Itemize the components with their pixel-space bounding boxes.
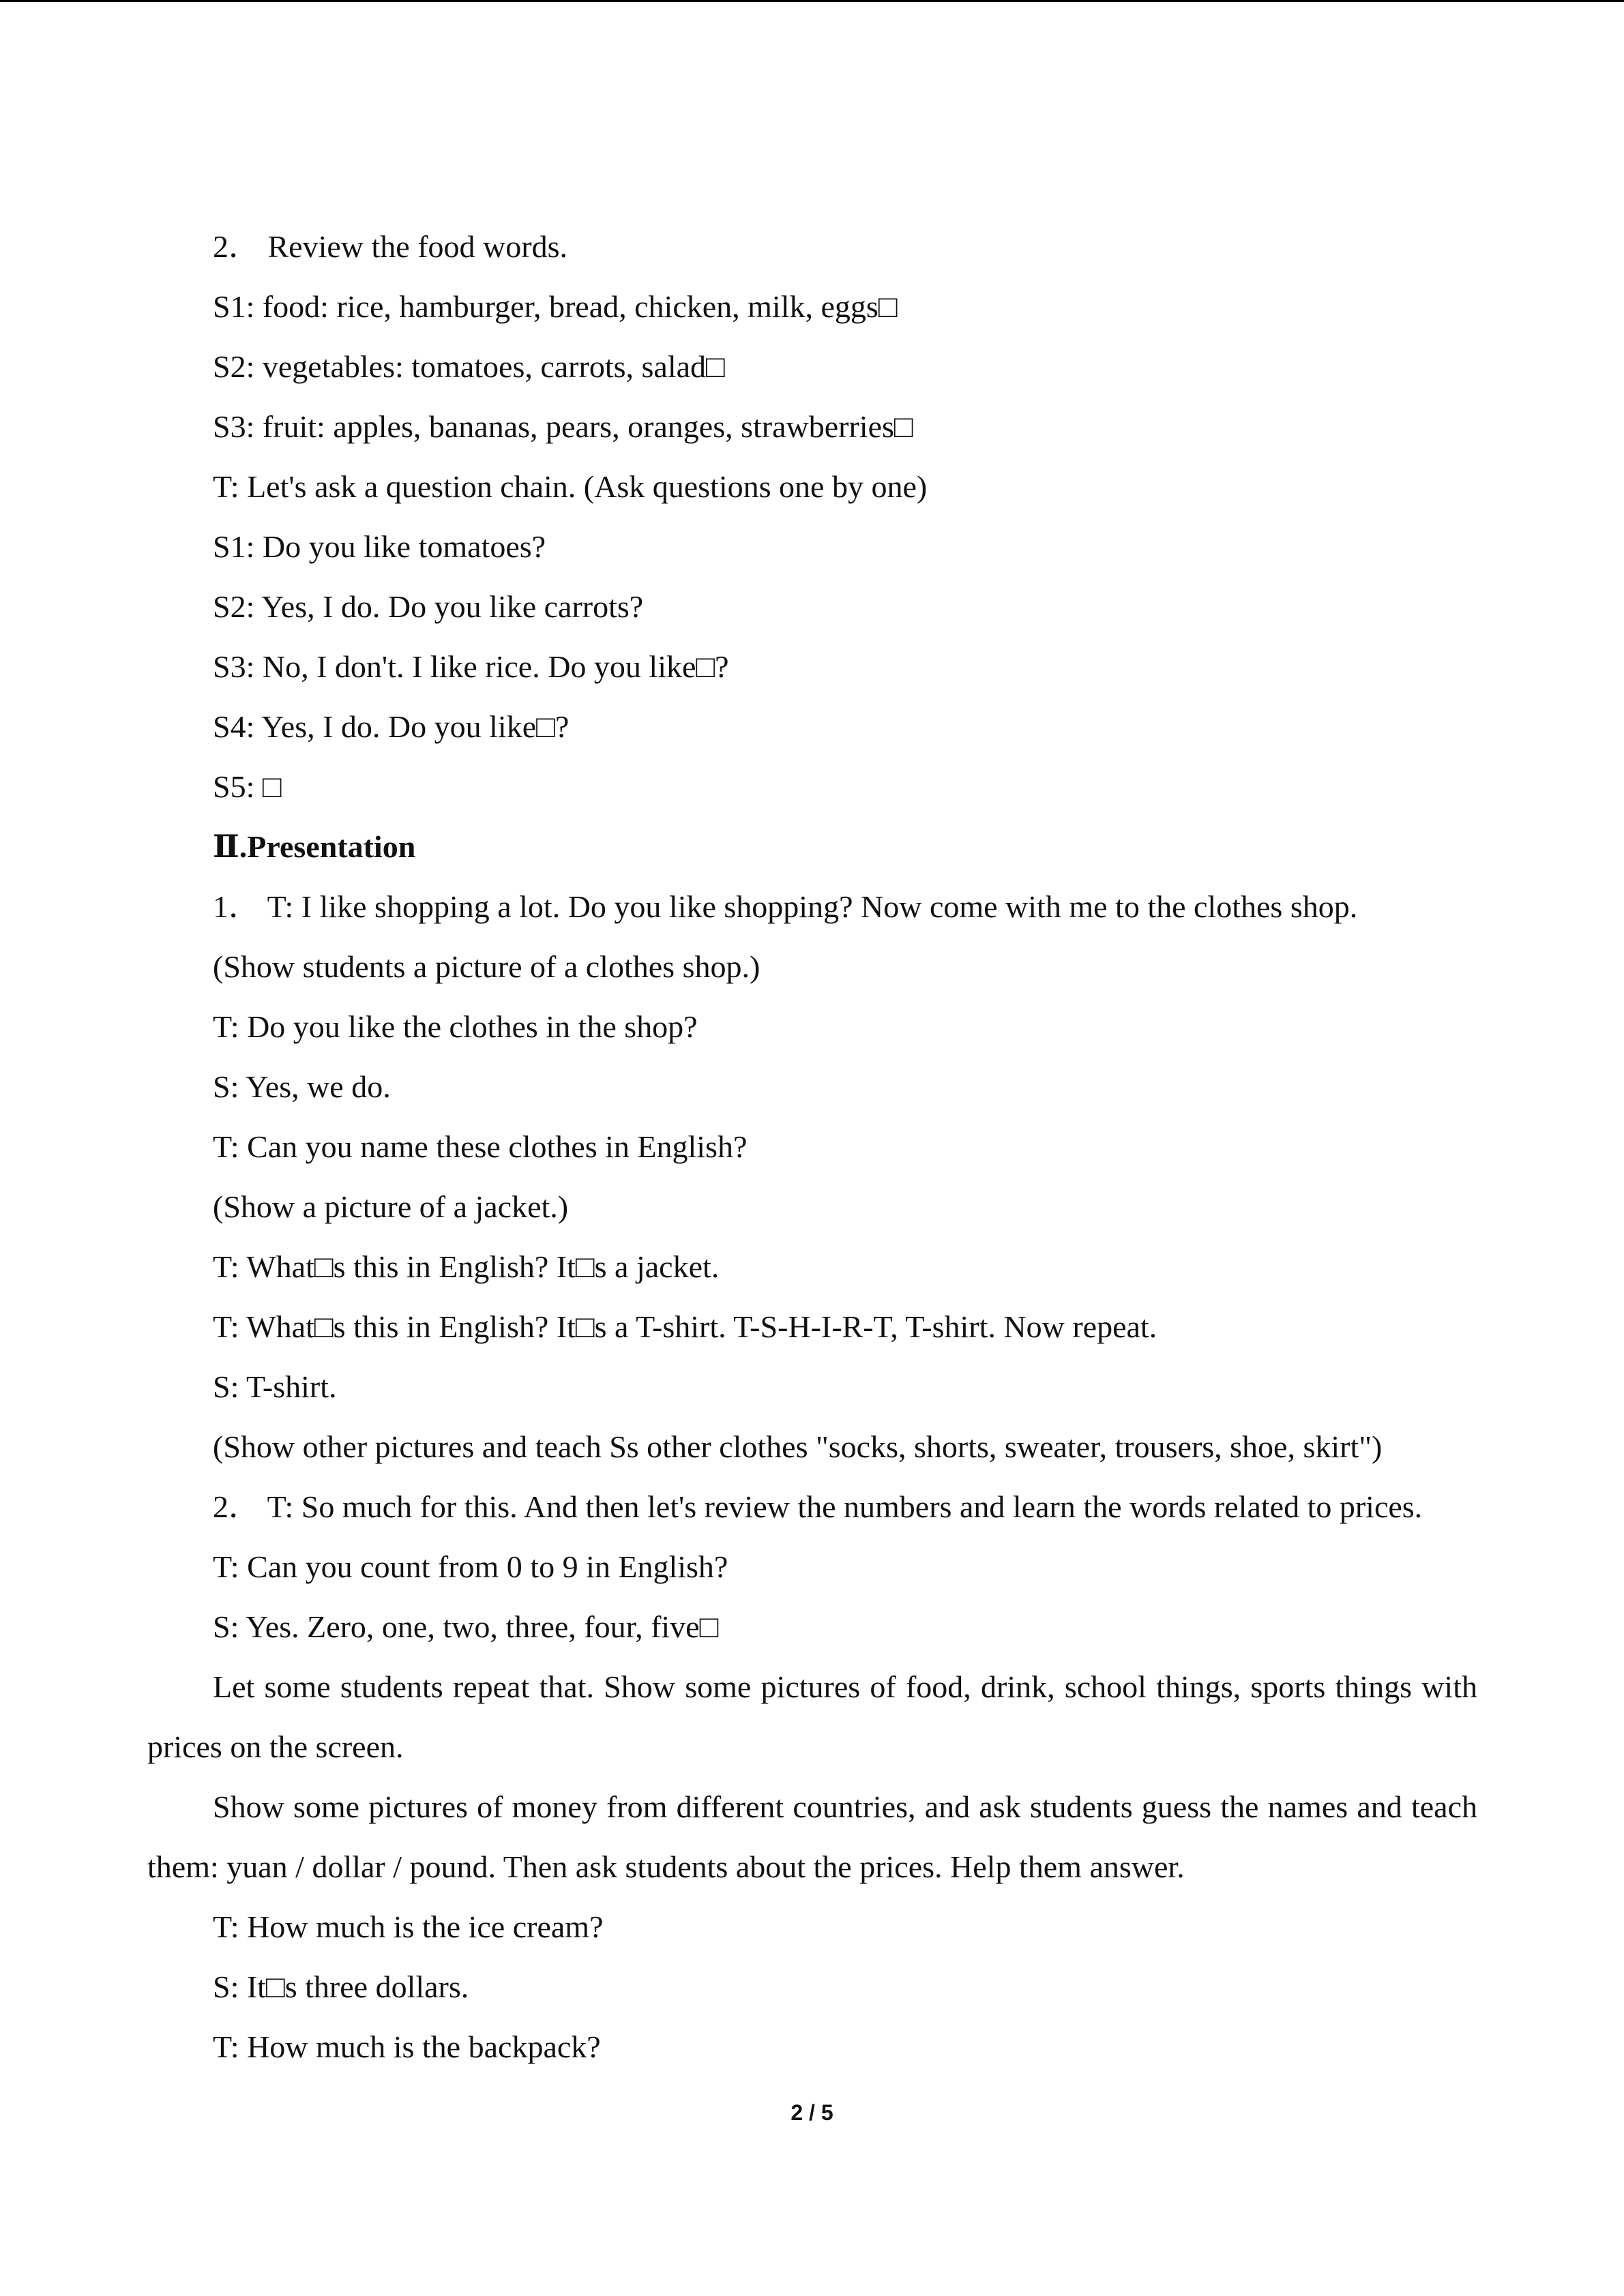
text-line: T: Let's ask a question chain. (Ask questions one by one) xyxy=(213,469,928,504)
text-line: T: Can you count from 0 to 9 in English? xyxy=(213,1549,728,1584)
text-line: S4: Yes, I do. Do you like□? xyxy=(213,709,570,744)
text-line: S1: food: rice, hamburger, bread, chicken, milk, eggs□ xyxy=(213,289,898,324)
section-heading: Ⅱ.Presentation xyxy=(213,829,416,864)
paragraph: Show some pictures of money from different countries, and ask students guess the names and teach them: yuan / dollar / pound. Then ask students about the prices. Help them answer. xyxy=(147,1789,1477,1884)
text-line: S2: vegetables: tomatoes, carrots, salad□ xyxy=(213,349,725,384)
text-line: 2． Review the food words. xyxy=(213,229,567,264)
text-line: S: Yes. Zero, one, two, three, four, five□ xyxy=(213,1609,719,1644)
text-line: T: How much is the backpack? xyxy=(213,2029,601,2064)
text-line: S: It□s three dollars. xyxy=(213,1969,469,2004)
text-line: S3: fruit: apples, bananas, pears, oranges, strawberries□ xyxy=(213,409,913,444)
text-line: T: Can you name these clothes in English? xyxy=(213,1129,748,1164)
text-line: 2． T: So much for this. And then let's review the numbers and learn the words related to prices. xyxy=(213,1489,1423,1524)
text-line: S: Yes, we do. xyxy=(213,1069,391,1104)
text-line: S5: □ xyxy=(213,769,282,804)
top-border-line xyxy=(0,0,1624,2)
text-line: S1: Do you like tomatoes? xyxy=(213,529,546,564)
text-line: S2: Yes, I do. Do you like carrots? xyxy=(213,589,644,624)
text-line: S3: No, I don't. I like rice. Do you like□? xyxy=(213,649,729,684)
page-number: 2 / 5 xyxy=(791,2100,833,2125)
text-line: (Show students a picture of a clothes shop.) xyxy=(213,949,761,984)
document-body xyxy=(147,217,1477,2077)
text-line: 1． T: I like shopping a lot. Do you like shopping? Now come with me to the clothes shop. xyxy=(213,889,1358,924)
text-line: T: What□s this in English? It□s a T-shirt. T-S-H-I-R-T, T-shirt. Now repeat. xyxy=(213,1309,1157,1344)
text-line: T: How much is the ice cream? xyxy=(213,1909,604,1944)
text-line: (Show other pictures and teach Ss other clothes "socks, shorts, sweater, trousers, shoe, skirt") xyxy=(213,1429,1383,1464)
text-line: (Show a picture of a jacket.) xyxy=(213,1189,569,1224)
text-line: T: What□s this in English? It□s a jacket. xyxy=(213,1249,720,1284)
paragraph: Let some students repeat that. Show some pictures of food, drink, school things, sports things with prices on the screen. xyxy=(147,1669,1477,1764)
text-line: S: T-shirt. xyxy=(213,1369,337,1404)
text-line: T: Do you like the clothes in the shop? xyxy=(213,1009,698,1044)
